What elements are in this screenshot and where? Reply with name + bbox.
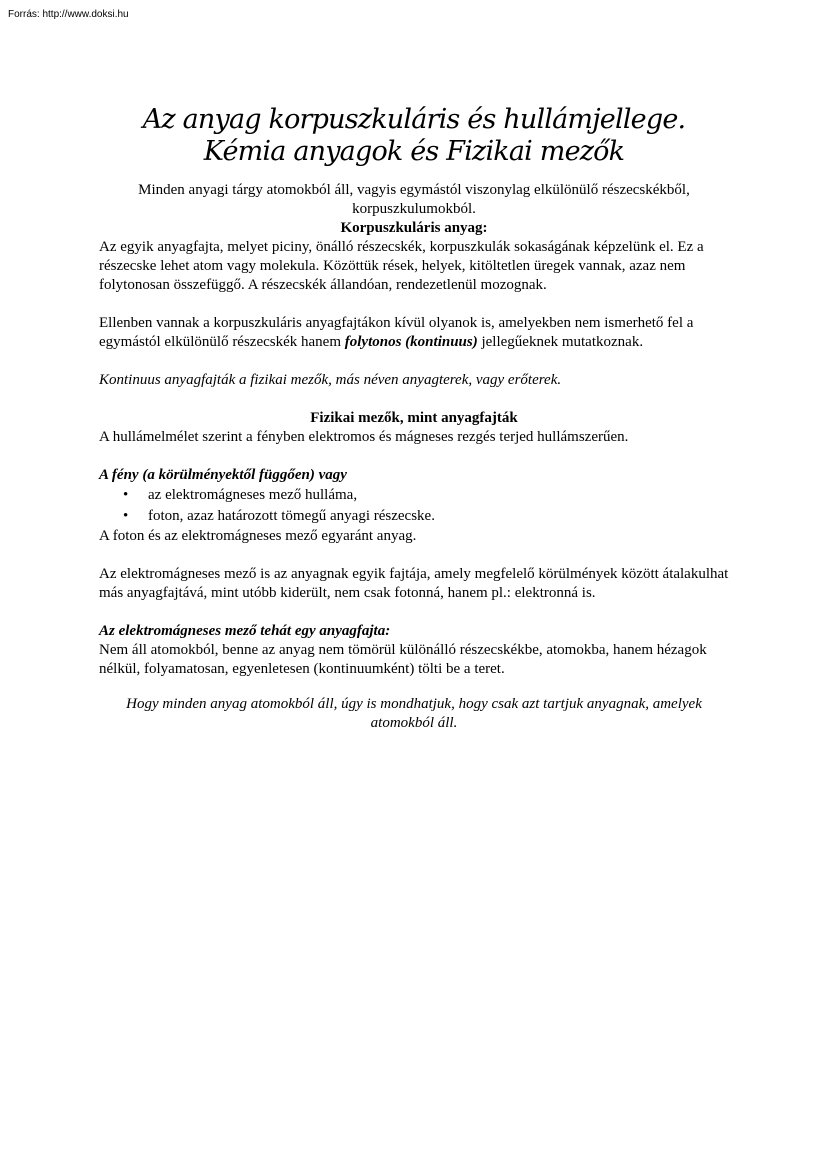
intro-paragraph: Minden anyagi tárgy atomokból áll, vagyis egymástól viszonylag elkülönülő részecskékből, korpuszkulumokból. bbox=[138, 182, 690, 217]
light-bullet-list bbox=[99, 485, 729, 527]
em-field-description: Nem áll atomokból, benne az anyag nem tömörül különálló részecskékbe, atomokba, hanem hézagok nélkül, folyamatosan, egyenletesen (kontinuumként) tölti be a teret. bbox=[99, 642, 707, 677]
spacer bbox=[99, 447, 729, 466]
closing-statement: Hogy minden anyag atomokból áll, úgy is mondhatjuk, hogy csak azt tartjuk anyagnak, amelyek atomokból áll. bbox=[126, 696, 702, 731]
continuous-emphasis: folytonos (kontinuus) bbox=[344, 334, 478, 350]
spacer bbox=[99, 546, 729, 565]
section-heading-fields: Fizikai mezők, mint anyagfajták bbox=[310, 410, 518, 426]
continuous-note: Kontinuus anyagfajták a fizikai mezők, más néven anyagterek, vagy erőterek. bbox=[99, 372, 562, 388]
continuous-text-end: jellegűeknek mutatkoznak. bbox=[477, 334, 644, 350]
spacer bbox=[99, 295, 729, 314]
spacer bbox=[99, 679, 729, 695]
corpuscular-paragraph: Az egyik anyagfajta, melyet piciny, önálló részecskék, korpuszkulák sokaságának képzelünk el. Ez a részecske lehet atom vagy molekula. Közöttük rések, helyek, kitöltetlen üregek vannak, azaz nem folytonosan összefüggő. A részecskék állandóan, rendezetlenül mozognak. bbox=[99, 239, 704, 293]
em-field-heading: Az elektromágneses mező tehát egy anyagfajta: bbox=[99, 623, 391, 639]
title-line-1: Az anyag korpuszkuláris és hullámjellege. bbox=[142, 104, 686, 135]
list-item-text: foton, azaz határozott tömegű anyagi részecske. bbox=[148, 508, 435, 524]
spacer bbox=[99, 390, 729, 409]
photon-paragraph: A foton és az elektromágneses mező egyaránt anyag. bbox=[99, 528, 417, 544]
list-item bbox=[99, 485, 729, 506]
list-item bbox=[99, 506, 729, 527]
section-heading-corpuscular: Korpuszkuláris anyag: bbox=[340, 220, 488, 236]
spacer bbox=[99, 603, 729, 622]
spacer bbox=[99, 352, 729, 371]
title-line-2: Kémia anyagok és Fizikai mezők bbox=[203, 136, 625, 167]
bullet-icon: • bbox=[123, 487, 129, 503]
continuous-paragraph bbox=[99, 314, 729, 352]
bullet-icon: • bbox=[123, 508, 129, 524]
document-page bbox=[99, 104, 729, 733]
continuous-text-start: Ellenben vannak a korpuszkuláris anyagfajtákon kívül olyanok is, amelyekben nem ismerhető fel a egymástól elkülönülő részecskék hanem bbox=[99, 315, 694, 350]
page-title bbox=[99, 104, 729, 168]
wave-theory-paragraph: A hullámelmélet szerint a fényben elektromos és mágneses rezgés terjed hullámszerűen. bbox=[99, 429, 629, 445]
source-label: Forrás: http://www.doksi.hu bbox=[8, 9, 129, 20]
em-field-paragraph: Az elektromágneses mező is az anyagnak egyik fajtája, amely megfelelő körülmények között átalakulhat más anyagfajtává, mint utóbb kiderült, nem csak fotonná, hanem pl.: elektronná is. bbox=[99, 566, 729, 601]
light-heading: A fény (a körülményektől függően) vagy bbox=[99, 467, 347, 483]
list-item-text: az elektromágneses mező hulláma, bbox=[148, 487, 358, 503]
